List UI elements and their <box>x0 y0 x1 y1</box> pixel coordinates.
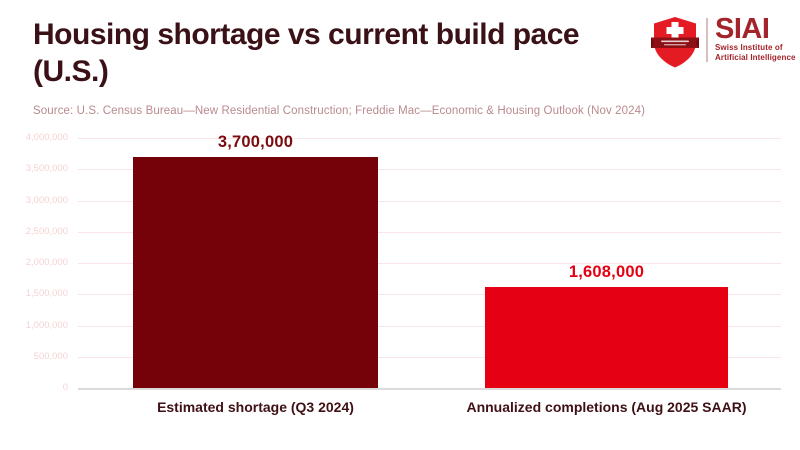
page-title <box>33 16 633 90</box>
x-axis-label: Estimated shortage (Q3 2024) <box>157 399 354 415</box>
logo-subtitle-line2: Artificial Intelligence <box>715 52 796 62</box>
logo-subtitle-line1: Swiss Institute of <box>715 43 783 52</box>
x-axis-label: Annualized completions (Aug 2025 SAAR) <box>466 399 747 415</box>
y-tick-label: 0 <box>62 382 68 393</box>
bar-2 <box>485 287 728 388</box>
bar-value-label: 3,700,000 <box>217 133 294 151</box>
y-tick-label: 2,500,000 <box>25 225 68 237</box>
y-tick-label: 1,500,000 <box>25 288 68 300</box>
y-tick-label: 1,000,000 <box>25 319 68 331</box>
x-axis-baseline <box>78 388 781 390</box>
title-line-1: Housing shortage vs current build pace <box>33 18 580 51</box>
siai-logo <box>650 15 796 69</box>
y-tick-label: 500,000 <box>33 350 68 362</box>
y-tick-label: 2,000,000 <box>25 257 68 268</box>
bar-value-label: 1,608,000 <box>568 263 645 281</box>
y-tick-label: 3,000,000 <box>25 194 68 206</box>
plot-area <box>25 132 781 415</box>
source-note: Source: U.S. Census Bureau—New Residential Construction; Freddie Mac—Economic & Housing Outlook (Nov 2024) <box>33 105 646 117</box>
bar-1 <box>133 157 378 388</box>
y-tick-label: 4,000,000 <box>25 132 68 143</box>
logo-wordmark: SIAI <box>715 13 770 45</box>
title-line-2: (U.S.) <box>33 55 109 88</box>
logo-text-block <box>715 15 796 62</box>
swiss-shield-icon <box>650 15 700 69</box>
y-tick-label: 3,500,000 <box>25 163 68 175</box>
logo-divider <box>706 18 708 62</box>
